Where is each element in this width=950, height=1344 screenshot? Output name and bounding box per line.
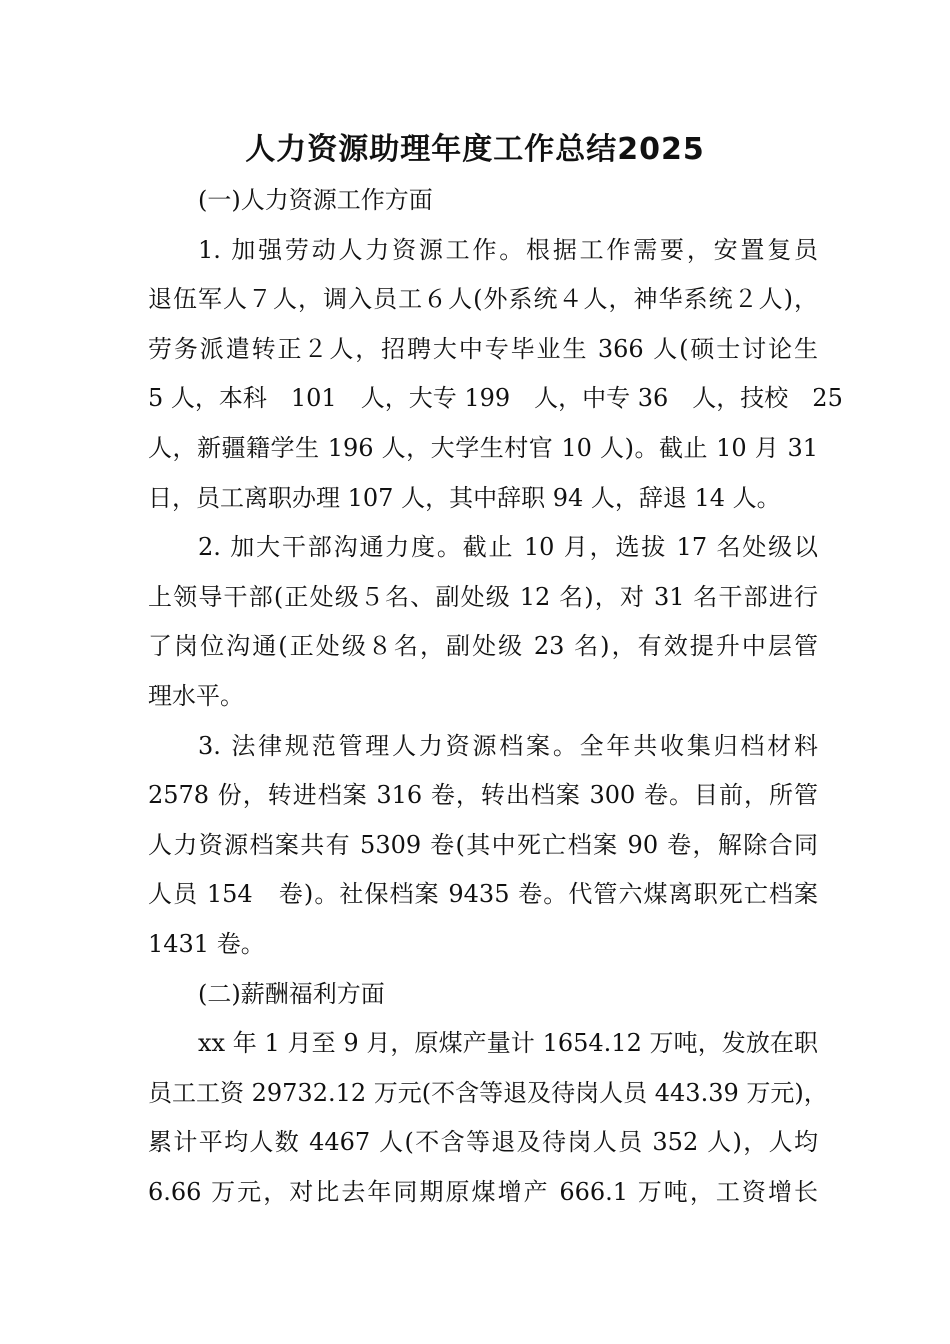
paragraph-line: 退伍军人７人，调入员工６人(外系统４人，神华系统２人)， — [148, 285, 818, 314]
paragraph-line: 员工工资 29732.12 万元(不含等退及待岗人员 443.39 万元)， — [148, 1078, 828, 1107]
paragraph-line: 人力资源档案共有 5309 卷(其中死亡档案 90 卷，解除合同 — [148, 830, 818, 859]
section-heading-compensation: (二)薪酬福利方面 — [198, 979, 385, 1008]
paragraph-line: 上领导干部(正处级５名、副处级 12 名)，对 31 名干部进行 — [148, 582, 818, 611]
paragraph-line: 累计平均人数 4467 人(不含等退及待岗人员 352 人)，人均 — [148, 1128, 818, 1157]
paragraph-line: 人员 154 卷)。社保档案 9435 卷。代管六煤离职死亡档案 — [148, 880, 818, 909]
paragraph-line: 了岗位沟通(正处级８名，副处级 23 名)，有效提升中层管 — [148, 632, 818, 661]
document-body — [148, 176, 843, 1217]
paragraph-line: 6.66 万元，对比去年同期原煤增产 666.1 万吨，工资增长 — [148, 1177, 818, 1206]
paragraph-line: 3. 法律规范管理人力资源档案。全年共收集归档材料 — [198, 731, 818, 760]
paragraph-line: xx 年 1 月至 9 月，原煤产量计 1654.12 万吨，发放在职 — [198, 1029, 818, 1058]
paragraph-line: 日，员工离职办理 107 人，其中辞职 94 人，辞退 14 人。 — [148, 483, 781, 512]
paragraph-line: 1431 卷。 — [148, 929, 265, 958]
paragraph-line: 人，新疆籍学生 196 人，大学生村官 10 人)。截止 10 月 31 — [148, 433, 818, 462]
paragraph-line: 5 人，本科 101 人，大专 199 人，中专 36 人，技校 25 — [148, 384, 843, 413]
paragraph-line: 理水平。 — [148, 681, 244, 710]
paragraph-line: 2. 加大干部沟通力度。截止 10 月，选拔 17 名处级以 — [198, 533, 818, 562]
paragraph-line: 劳务派遣转正２人，招聘大中专毕业生 366 人(硕士讨论生 — [148, 334, 818, 363]
paragraph-line: 1. 加强劳动人力资源工作。根据工作需要，安置复员 — [198, 235, 818, 264]
section-heading-hr-work: (一)人力资源工作方面 — [198, 186, 433, 214]
paragraph-line: 2578 份，转进档案 316 卷，转出档案 300 卷。目前，所管 — [148, 781, 818, 810]
document-title: 人力资源助理年度工作总结2025 — [245, 132, 705, 167]
